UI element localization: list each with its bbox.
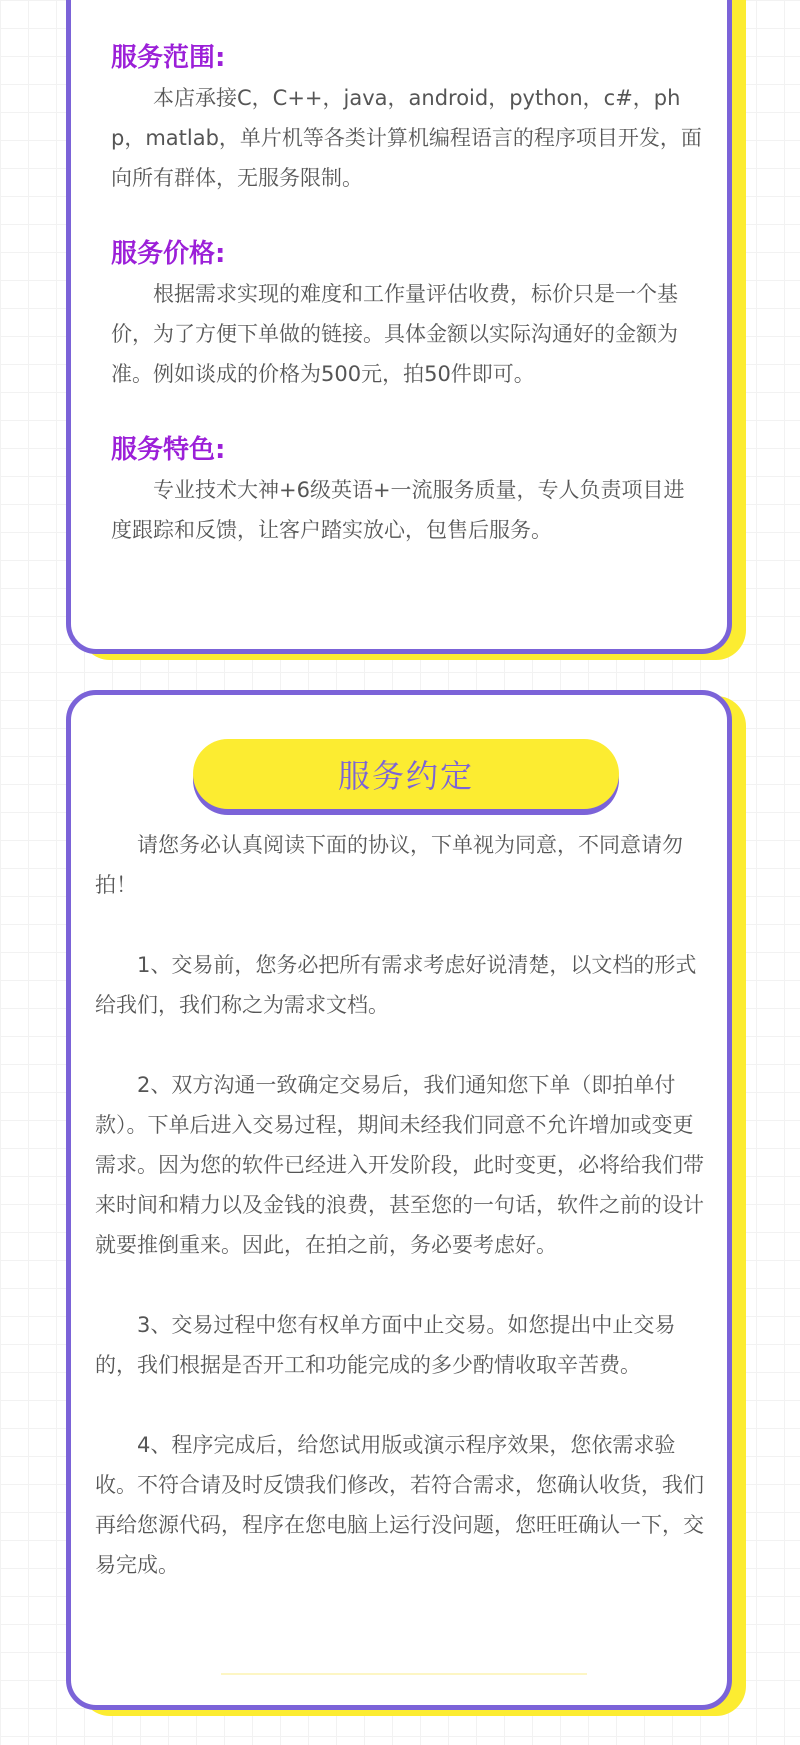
card-frame (66, 0, 732, 654)
bottom-divider (221, 1673, 587, 1675)
card-frame (66, 690, 732, 1710)
service-price-section (111, 234, 705, 394)
agreement-intro: 请您务必认真阅读下面的协议，下单视为同意，不同意请勿拍！ (95, 833, 683, 897)
agreement-item-3: 3、交易过程中您有权单方面中止交易。如您提出中止交易的，我们根据是否开工和功能完成的多少酌情收取辛苦费。 (95, 1313, 676, 1377)
service-feature-body: 专业技术大神+6级英语+一流服务质量，专人负责项目进度跟踪和反馈，让客户踏实放心，包售后服务。 (111, 478, 685, 542)
service-feature-title: 服务特色: (111, 435, 226, 465)
service-info-card (66, 0, 732, 654)
agreement-item-2: 2、双方沟通一致确定交易后，我们通知您下单（即拍单付款）。下单后进入交易过程，期间未经我们同意不允许增加或变更需求。因为您的软件已经进入开发阶段，此时变更，必将给我们带来时间和精力以及金钱的浪费，甚至您的一句话，软件之前的设计就要推倒重来。因此，在拍之前，务必要考虑好。 (95, 1073, 704, 1257)
service-feature-section (111, 430, 705, 550)
agreement-item-4: 4、程序完成后，给您试用版或演示程序效果，您依需求验收。不符合请及时反馈我们修改，若符合需求，您确认收货，我们再给您源代码，程序在您电脑上运行没问题，您旺旺确认一下，交易完成。 (95, 1433, 704, 1577)
service-agreement-card (66, 690, 732, 1710)
service-price-title: 服务价格: (111, 239, 226, 269)
service-scope-section (111, 38, 705, 198)
agreement-text (95, 825, 707, 1625)
agreement-title-badge (193, 739, 619, 811)
agreement-item-1: 1、交易前，您务必把所有需求考虑好说清楚，以文档的形式给我们，我们称之为需求文档。 (95, 953, 697, 1017)
agreement-title: 服务约定 (193, 739, 619, 809)
service-scope-title: 服务范围: (111, 43, 226, 73)
service-price-body: 根据需求实现的难度和工作量评估收费，标价只是一个基价，为了方便下单做的链接。具体金额以实际沟通好的金额为准。例如谈成的价格为500元，拍50件即可。 (111, 282, 678, 386)
service-scope-body: 本店承接C，C++，java，android，python，c#，php，matlab，单片机等各类计算机编程语言的程序项目开发，面向所有群体，无服务限制。 (111, 86, 702, 190)
